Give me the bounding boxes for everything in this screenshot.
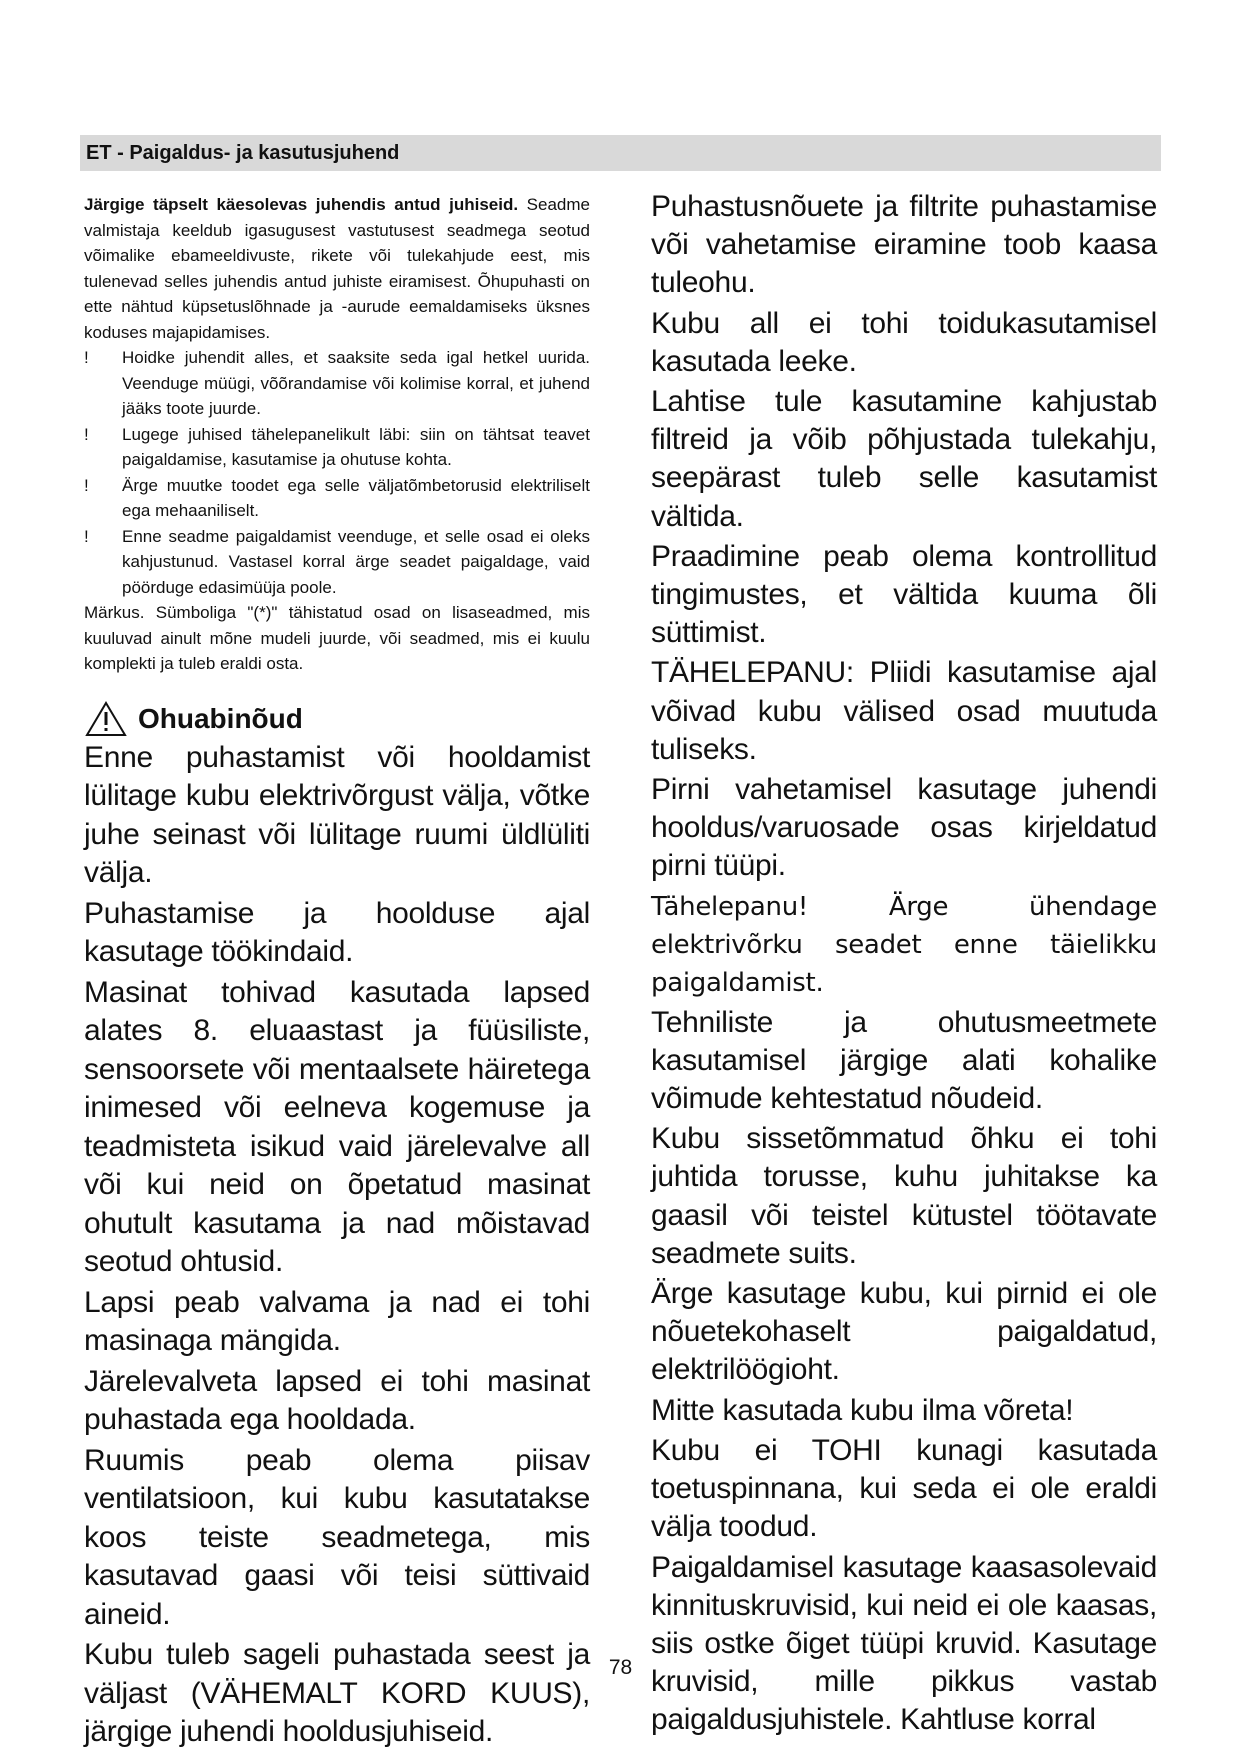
- paragraph: TÄHELEPANU: Pliidi kasutamise ajal võivad kubu välised osad muutuda tuliseks.: [651, 656, 1157, 766]
- warning-triangle-icon: [84, 700, 128, 738]
- list-item: [84, 473, 590, 524]
- page-number: 78: [608, 1656, 633, 1679]
- attention-paragraph: Tähelepanu! Ärge ühendage elektrivõrku seadet enne täielikku paigaldamist.: [651, 891, 1157, 998]
- list-item: [84, 422, 590, 473]
- paragraph: Masinat tohivad kasutada lapsed alates 8. eluaastast ja füüsiliste, sensoorsete või mentaalsete häiretega inimesed või eelneva kogemuse ja teadmisteta isikud vaid järelevalve all või kui neid on õpetatud masinat ohutult kasutama ja nad mõistavad seotud ohtusid.: [84, 975, 590, 1278]
- paragraph: Kubu ei TOHI kunagi kasutada toetuspinnana, kui seda ei ole eraldi välja toodud.: [651, 1433, 1157, 1544]
- paragraph: Paigaldamisel kasutage kaasasolevaid kinnituskruvisid, kui neid ei ole kaasas, siis ostke õiget tüüpi kruvid. Kasutage kruvisid, mille pikkus vastab paigaldusjuhistele. Kahtluse korral: [651, 1550, 1157, 1737]
- list-item: [84, 524, 590, 601]
- exclamation-icon: !: [84, 424, 89, 444]
- paragraph: Mitte kasutada kubu ilma võreta!: [651, 1393, 1074, 1427]
- paragraph: Lapsi peab valvama ja nad ei tohi masinaga mängida.: [84, 1285, 590, 1357]
- intro-text: Seadme valmistaja keeldub igasugusest vastutusest seadmega seotud võimalike ebameeldivuste, rikete või tulekahjude eest, mis tulenevad selles juhendis antud juhiste eiramisest. Õhupuhasti on ette nähtud küpsetuslõhnade ja -aurude eemaldamiseks üksnes koduses majapidamises.: [84, 195, 590, 342]
- bullet-text: Lugege juhised tähelepanelikult läbi: siin on tähtsat teavet paigaldamise, kasutamise ja ohutuse kohta.: [122, 424, 590, 469]
- paragraph: Puhastusnõuete ja filtrite puhastamise või vahetamise eiramine toob kaasa tuleohu.: [651, 190, 1157, 300]
- section-heading: [84, 699, 590, 739]
- left-paragraphs: [84, 739, 590, 1752]
- list-item: [84, 345, 590, 422]
- bullet-text: Ärge muutke toodet ega selle väljatõmbetorusid elektriliselt ega mehaaniliselt.: [122, 475, 590, 520]
- paragraph: Kubu sissetõmmatud õhku ei tohi juhtida torusse, kuhu juhitakse ka gaasil või teistel kütustel töötavate seadmete suits.: [651, 1122, 1157, 1270]
- paragraph: Kubu tuleb sageli puhastada seest ja väljast (VÄHEMALT KORD KUUS), järgige juhendi hooldusjuhiseid.: [84, 1638, 590, 1748]
- section-title: Ohuabinõud: [138, 702, 303, 734]
- paragraph: Ruumis peab olema piisav ventilatsioon, kui kubu kasutatakse koos teiste seadmetega, mis kasutavad gaasi või teisi süttivaid aineid.: [84, 1443, 590, 1631]
- paragraph: Tehniliste ja ohutusmeetmete kasutamisel järgige alati kohalike võimude kehtestatud nõudeid.: [651, 1005, 1157, 1116]
- intro-bold-lead: Järgige täpselt käesolevas juhendis antud juhiseid.: [84, 195, 519, 214]
- paragraph: Pirni vahetamisel kasutage juhendi hooldus/varuosade osas kirjeldatud pirni tüüpi.: [651, 773, 1157, 883]
- paragraph: Kubu all ei tohi toidukasutamisel kasutada leeke.: [651, 306, 1157, 378]
- left-column: [84, 192, 590, 1754]
- paragraph: Puhastamise ja hoolduse ajal kasutage töökindaid.: [84, 896, 590, 968]
- bullet-text: Hoidke juhendit alles, et saaksite seda igal hetkel uurida. Veenduge müügi, võõrandamise või kolimise korral, et juhend jääks toote juurde.: [122, 348, 590, 418]
- paragraph: Praadimine peab olema kontrollitud tingimustes, et vältida kuuma õli süttimist.: [651, 539, 1157, 650]
- paragraph: Ärge kasutage kubu, kui pirnid ei ole nõuetekohaselt paigaldatud, elektrilöögioht.: [651, 1277, 1157, 1387]
- paragraph: Enne puhastamist või hooldamist lülitage kubu elektrivõrgust välja, võtke juhe seinast või lülitage ruumi üldlüliti välja.: [84, 740, 590, 889]
- bullet-text: Enne seadme paigaldamist veenduge, et selle osad ei oleks kahjustunud. Vastasel korral ärge seadet paigaldage, vaid pöörduge edasimüüja poole.: [122, 526, 590, 597]
- right-column: [651, 188, 1157, 1742]
- paragraph: Lahtise tule kasutamine kahjustab filtreid ja võib põhjustada tulekahju, seepärast tuleb selle kasutamist vältida.: [651, 385, 1157, 533]
- exclamation-icon: !: [84, 348, 89, 367]
- paragraph: Järelevalveta lapsed ei tohi masinat puhastada ega hooldada.: [84, 1364, 590, 1436]
- intro-block: [84, 192, 590, 345]
- bullet-list: [84, 345, 590, 600]
- exclamation-icon: !: [84, 475, 89, 495]
- note-text: Märkus. Sümboliga "(*)" tähistatud osad on lisaseadmed, mis kuuluvad ainult mõne mudeli juurde, või seadmed, mis ei kuulu komplekti ja tuleb eraldi osta.: [84, 603, 590, 673]
- right-paragraphs: [651, 188, 1157, 1740]
- exclamation-icon: !: [84, 526, 89, 546]
- page-header: ET - Paigaldus- ja kasutusjuhend: [80, 135, 1161, 171]
